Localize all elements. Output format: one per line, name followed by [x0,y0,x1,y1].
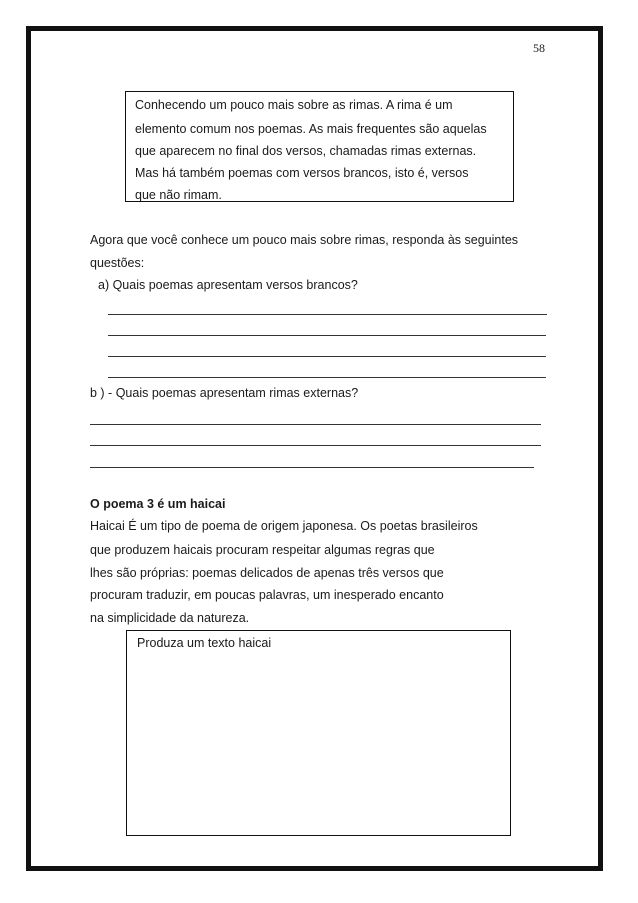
rimas-line-2: elemento comum nos poemas. As mais frequentes são aquelas [135,122,487,136]
haicai-text-line-1: Haicai É um tipo de poema de origem japonesa. Os poetas brasileiros [90,519,478,533]
intro-line-1: Agora que você conhece um pouco mais sobre rimas, responda às seguintes [90,233,519,247]
answer-line-a-3[interactable] [108,356,546,357]
question-b: b ) - Quais poemas apresentam rimas externas? [90,386,359,400]
haicai-text-line-4: procuram traduzir, em poucas palavras, um inesperado encanto [90,588,444,602]
rimas-line-1: Conhecendo um pouco mais sobre as rimas. A rima é um [135,98,453,112]
answer-line-b-1[interactable] [90,424,541,425]
intro-line-2: questões: [90,256,145,270]
haicai-section-title: O poema 3 é um haicai [90,497,226,511]
question-a: a) Quais poemas apresentam versos brancos? [98,278,358,292]
haicai-writing-box[interactable] [126,630,511,836]
answer-line-b-3[interactable] [90,467,534,468]
haicai-text-line-3: lhes são próprias: poemas delicados de apenas três versos que [90,566,444,580]
haicai-text-line-5: na simplicidade da natureza. [90,611,250,625]
answer-line-a-4[interactable] [108,377,546,378]
rimas-line-3: que aparecem no final dos versos, chamadas rimas externas. [135,144,477,158]
answer-line-b-2[interactable] [90,445,541,446]
rimas-line-4: Mas há também poemas com versos brancos, isto é, versos [135,166,469,180]
answer-line-a-1[interactable] [108,314,547,315]
haicai-text-line-2: que produzem haicais procuram respeitar algumas regras que [90,543,435,557]
rimas-line-5: que não rimam. [135,188,222,202]
rimas-info-box [125,91,514,202]
page-number: 58 [533,41,545,55]
answer-line-a-2[interactable] [108,335,546,336]
haicai-box-label: Produza um texto haicai [137,636,272,650]
